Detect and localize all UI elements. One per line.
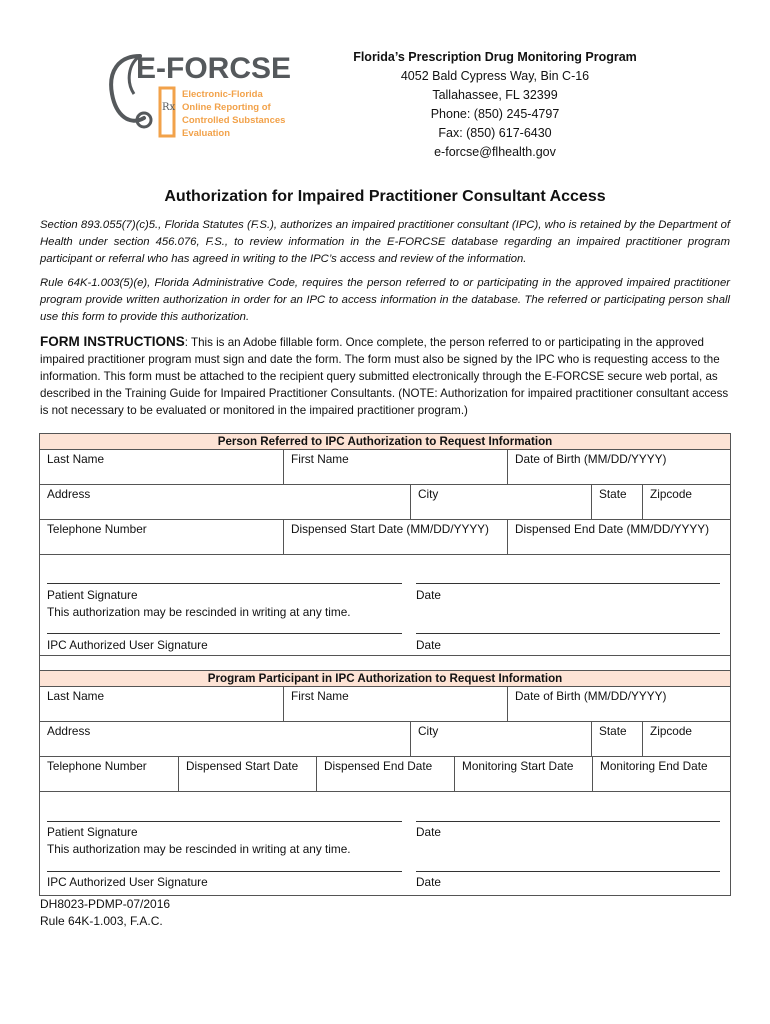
dispensed-start-label: Dispensed Start Date (MM/DD/YYYY) [291, 522, 489, 536]
address-field[interactable] [40, 485, 410, 519]
form-instructions [40, 333, 732, 419]
logo-line-4: Evaluation [182, 128, 231, 139]
ipc-signature-line[interactable] [47, 871, 402, 872]
ipc-signature-label: IPC Authorized User Signature [47, 875, 208, 889]
dob-field[interactable] [507, 687, 730, 721]
ipc-signature-label: IPC Authorized User Signature [47, 638, 208, 652]
name-row [40, 687, 730, 722]
form-id: DH8023-PDMP-07/2016 [40, 897, 171, 911]
state-field[interactable] [591, 722, 642, 756]
rescind-note: This authorization may be rescinded in writing at any time. [47, 605, 351, 619]
org-name: Florida’s Prescription Drug Monitoring Program [353, 50, 637, 64]
telephone-field[interactable] [40, 520, 283, 554]
section-header: Person Referred to IPC Authorization to Request Information [40, 434, 730, 450]
eforcse-logo [100, 42, 310, 142]
first-name-field[interactable] [283, 687, 507, 721]
city-field[interactable] [410, 485, 591, 519]
rescind-note: This authorization may be rescinded in writing at any time. [47, 842, 351, 856]
program-participant-section [39, 671, 731, 896]
telephone-row [40, 757, 730, 792]
city-field[interactable] [410, 722, 591, 756]
patient-date-line[interactable] [416, 821, 720, 822]
address-label: Address [47, 487, 91, 501]
name-row [40, 450, 730, 485]
last-name-field[interactable] [40, 687, 283, 721]
state-label: State [599, 487, 627, 501]
logo-rx: Rx [162, 102, 176, 113]
patient-signature-line[interactable] [47, 821, 402, 822]
dispensed-start-label: Dispensed Start Date [186, 759, 299, 773]
state-field[interactable] [591, 485, 642, 519]
address-line-1: 4052 Bald Cypress Way, Bin C-16 [400, 69, 590, 83]
dispensed-end-field[interactable] [316, 757, 454, 791]
person-referred-section [39, 433, 731, 671]
address-field[interactable] [40, 722, 410, 756]
first-name-label: First Name [291, 452, 349, 466]
first-name-field[interactable] [283, 450, 507, 484]
logo-line-3: Controlled Substances [182, 115, 286, 126]
patient-date-label: Date [416, 588, 441, 602]
ipc-date-label: Date [416, 875, 441, 889]
statute-paragraph: Section 893.055(7)(c)5., Florida Statutes (F.S.), authorizes an impaired practitioner consultant (IPC), who is retained by the Department of Health under section 456.076, F.S., to review information in the E-FORCSE database regarding an impaired practitioner program participant or referral who has agreed in writing to the IPC’s access and review of the information. [40, 219, 730, 265]
monitoring-end-label: Monitoring End Date [600, 759, 708, 773]
form-footer [40, 896, 170, 930]
fax: Fax: (850) 617-6430 [438, 126, 552, 140]
instructions-text: : This is an Adobe fillable form. Once complete, the person referred to or participating in the approved impaired practitioner program must sign and date the form. The form must also be signed by the IPC who is requesting access to the information. This form must be attached to the recipient query submitted electronically through the E-FORCSE secure web portal, as described in the Training Guide for Impaired Practitioner Consultants. (NOTE: Authorization for impaired practitioner consultant access is not necessary to be evaluated or monitored in the impaired practitioner program.) [40, 336, 729, 417]
patient-date-line[interactable] [416, 583, 720, 584]
zipcode-field[interactable] [642, 485, 730, 519]
telephone-label: Telephone Number [47, 759, 147, 773]
patient-signature-line[interactable] [47, 583, 402, 584]
monitoring-end-field[interactable] [592, 757, 730, 791]
city-label: City [418, 724, 439, 738]
address-row [40, 722, 730, 757]
zipcode-label: Zipcode [650, 724, 692, 738]
patient-date-label: Date [416, 825, 441, 839]
address-line-2: Tallahassee, FL 32399 [432, 88, 558, 102]
dispensed-start-field[interactable] [283, 520, 507, 554]
address-label: Address [47, 724, 91, 738]
rule-paragraph: Rule 64K-1.003(5)(e), Florida Administrative Code, requires the person referred to or participating in the approved impaired practitioner program provide written authorization in order for an IPC to access information in the database. The referred or participating person shall use this form to provide this authorization. [40, 277, 730, 323]
dispensed-end-field[interactable] [507, 520, 730, 554]
zipcode-field[interactable] [642, 722, 730, 756]
phone: Phone: (850) 245-4797 [430, 107, 560, 121]
dispensed-end-label: Dispensed End Date [324, 759, 433, 773]
dob-label: Date of Birth (MM/DD/YYYY) [515, 689, 667, 703]
patient-signature-label: Patient Signature [47, 825, 138, 839]
ipc-date-line[interactable] [416, 871, 720, 872]
zipcode-label: Zipcode [650, 487, 692, 501]
dob-label: Date of Birth (MM/DD/YYYY) [515, 452, 667, 466]
monitoring-start-field[interactable] [454, 757, 592, 791]
logo-line-1: Electronic-Florida [182, 89, 263, 100]
city-label: City [418, 487, 439, 501]
first-name-label: First Name [291, 689, 349, 703]
telephone-field[interactable] [40, 757, 178, 791]
dispensed-start-field[interactable] [178, 757, 316, 791]
monitoring-start-label: Monitoring Start Date [462, 759, 574, 773]
ipc-date-label: Date [416, 638, 441, 652]
rule-reference: Rule 64K-1.003, F.A.C. [40, 914, 163, 928]
last-name-field[interactable] [40, 450, 283, 484]
instructions-label: FORM INSTRUCTIONS [40, 334, 185, 349]
ipc-date-line[interactable] [416, 633, 720, 634]
contact-block [330, 48, 660, 162]
state-label: State [599, 724, 627, 738]
page-title: Authorization for Impaired Practitioner Consultant Access [164, 188, 606, 205]
telephone-label: Telephone Number [47, 522, 147, 536]
last-name-label: Last Name [47, 452, 105, 466]
dob-field[interactable] [507, 450, 730, 484]
logo-line-2: Online Reporting of [182, 102, 271, 113]
email: e-forcse@flhealth.gov [434, 145, 556, 159]
section-header: Program Participant in IPC Authorization to Request Information [40, 671, 730, 687]
telephone-row [40, 520, 730, 555]
dispensed-end-label: Dispensed End Date (MM/DD/YYYY) [515, 522, 710, 536]
section-divider [40, 655, 730, 656]
ipc-signature-line[interactable] [47, 633, 402, 634]
logo-name: E-FORCSE [136, 52, 292, 85]
address-row [40, 485, 730, 520]
patient-signature-label: Patient Signature [47, 588, 138, 602]
last-name-label: Last Name [47, 689, 105, 703]
